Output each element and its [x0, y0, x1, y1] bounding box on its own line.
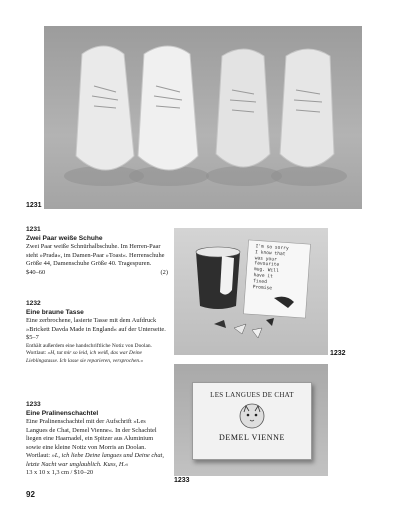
lot-note-quote: »H, tut mir so leid, ich weiß, das war Deine Lieblingstasse. Ich lasse sie reparieren, versprochen.«	[26, 350, 144, 364]
photo-label-1231: 1231	[26, 202, 42, 209]
note-line: fixed	[252, 278, 268, 285]
note-line: was your	[254, 255, 277, 263]
lot-entry-1232	[26, 300, 168, 365]
lot-description: Eine zerbrochene, lasierte Tasse mit dem Aufdruck »Brickett Davda Made in England« auf der Unterseite.	[26, 317, 166, 333]
lot-number: 1233	[26, 401, 41, 408]
lot-entry-1233	[26, 401, 168, 478]
page-number: 92	[26, 490, 35, 499]
cat-emblem-icon	[237, 403, 267, 429]
note-line: I'm so sorry	[255, 244, 289, 252]
lot-dimensions-price: 13 x 10 x 1,3 cm / $10–20	[26, 469, 94, 477]
shoes-illustration	[44, 26, 362, 209]
lot-description-text: Eine Pralinenschachtel mit der Aufschrift »Les Langues de Chat, Demel Vienne«. In der Schachtel liegen eine Haarnadel, ein Spitzer aus Aluminium sowie eine kleine Notiz von Morris an Doolan. Wortlaut:	[26, 418, 157, 460]
lot-note	[26, 343, 168, 366]
lot-number: 1231	[26, 226, 41, 233]
photo-label-1233: 1233	[174, 477, 190, 484]
lot-quote: »L, ich liebe Deine langues und Deine chat, letzte Nacht war unglaublich. Kuss, H.«	[26, 452, 164, 468]
lot-title: Eine Pralinenschachtel	[26, 409, 99, 417]
lot-number: 1232	[26, 300, 41, 307]
lot-quantity: (2)	[160, 268, 168, 276]
praline-box	[192, 382, 312, 460]
photo-cup	[174, 228, 328, 355]
note-line: Promise	[252, 284, 273, 292]
lot-description	[26, 418, 168, 469]
lot-description: Zwei Paar weiße Schnürhalbschuhe. Im Herren-Paar steht »Prada«, im Damen-Paar »Toast«. Herrenschuhe Größe 44, Damenschuhe Größe 40. Tragespuren.	[26, 243, 165, 268]
note-line: I know that	[254, 250, 286, 258]
photo-label-1232: 1232	[330, 350, 346, 357]
note-line: have it	[253, 273, 273, 280]
box-title-top: LES LANGUES DE CHAT	[210, 391, 294, 399]
note-line: mug. Will	[253, 267, 279, 275]
note-line: favourite	[254, 261, 280, 269]
lot-note-lead: Enthält außerdem eine handschriftliche Notiz von Doolan. Wortlaut:	[26, 342, 152, 357]
lot-price: $5–7	[26, 334, 39, 342]
lot-entry-1231	[26, 226, 168, 277]
handwritten-note	[252, 244, 307, 294]
lot-price: $40–60	[26, 268, 46, 276]
photo-shoes	[44, 26, 362, 209]
box-title-bottom: DEMEL VIENNE	[218, 433, 286, 442]
photo-praline-box	[174, 364, 328, 476]
lot-title: Zwei Paar weiße Schuhe	[26, 234, 103, 242]
lot-title: Eine braune Tasse	[26, 308, 84, 316]
